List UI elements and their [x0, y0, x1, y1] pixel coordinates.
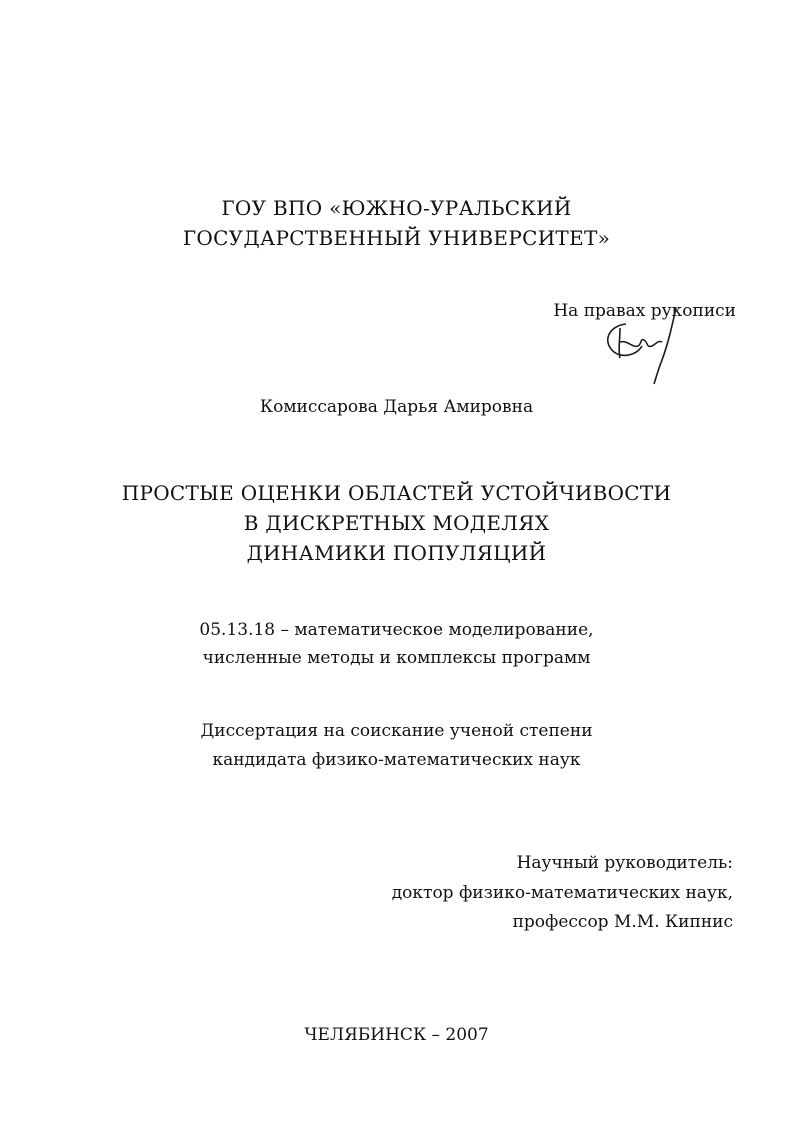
- university-line-1: ГОУ ВПО «ЮЖНО-УРАЛЬСКИЙ: [221, 196, 572, 220]
- degree-line-2: кандидата физико-математических наук: [212, 750, 581, 770]
- title-line-3: ДИНАМИКИ ПОПУЛЯЦИЙ: [246, 541, 547, 565]
- university-line-2: ГОСУДАРСТВЕННЫЙ УНИВЕРСИТЕТ»: [182, 226, 611, 250]
- supervisor-label: Научный руководитель:: [516, 853, 733, 873]
- supervisor-name: профессор М.М. Кипнис: [512, 912, 733, 932]
- degree-line-1: Диссертация на соискание ученой степени: [200, 721, 593, 741]
- title-line-1: ПРОСТЫЕ ОЦЕНКИ ОБЛАСТЕЙ УСТОЙЧИВОСТИ: [121, 481, 672, 505]
- author-name: Комиссарова Дарья Амировна: [259, 397, 534, 417]
- title-line-2: В ДИСКРЕТНЫХ МОДЕЛЯХ: [243, 511, 550, 535]
- manuscript-note: На правах рукописи: [553, 301, 736, 321]
- handwritten-signature: [596, 300, 688, 392]
- specialty-line-1: 05.13.18 – математическое моделирование,: [199, 620, 594, 640]
- supervisor-degree: доктор физико-математических наук,: [391, 883, 733, 903]
- specialty-line-2: численные методы и комплексы программ: [202, 648, 591, 668]
- city-year: ЧЕЛЯБИНСК – 2007: [304, 1025, 489, 1045]
